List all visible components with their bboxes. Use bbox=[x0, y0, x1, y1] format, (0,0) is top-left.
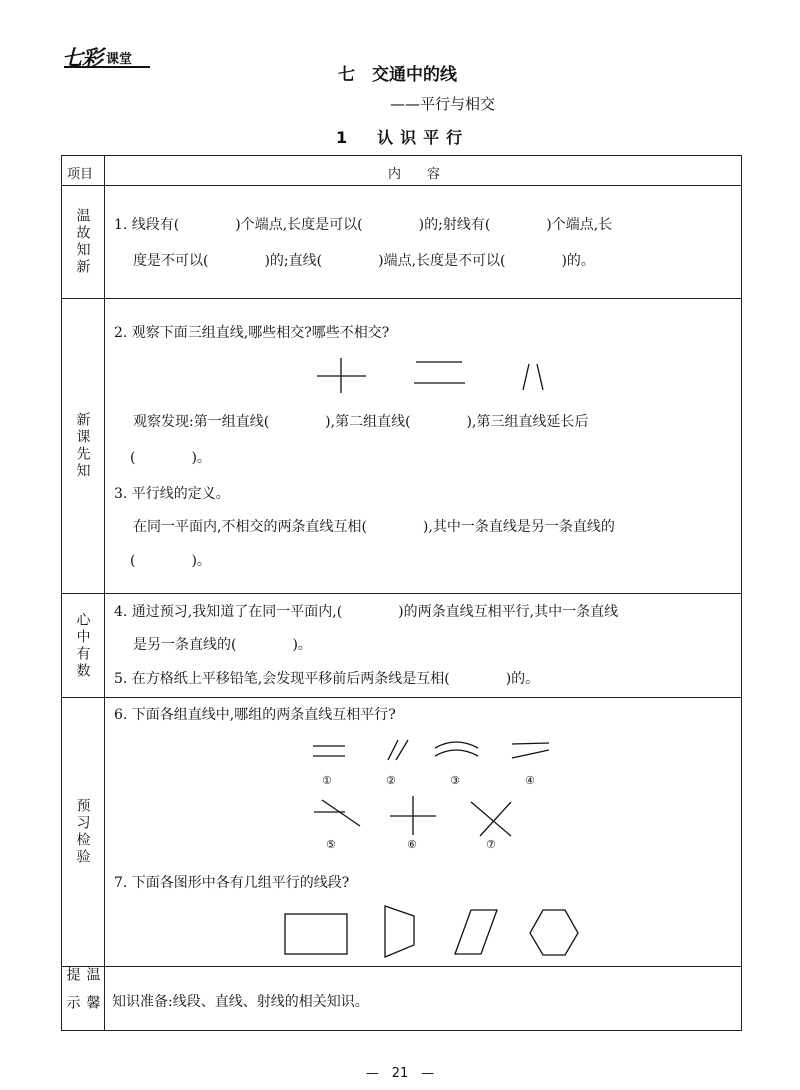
row-divider-review bbox=[61, 298, 742, 299]
row-divider-check bbox=[61, 966, 742, 967]
q4-line2: 是另一条直线的( )。 bbox=[133, 637, 312, 653]
q3-definition-line2: ( )。 bbox=[130, 553, 211, 569]
q7-shapes bbox=[280, 900, 590, 962]
section-label-new: 新课先知 bbox=[74, 412, 91, 480]
q7-prompt: 7. 下面各图形中各有几组平行的线段? bbox=[114, 875, 350, 891]
unit-subtitle: ——平行与相交 bbox=[390, 95, 496, 113]
q1-line1: 1. 线段有( )个端点,长度是可以( )的;射线有( )个端点,长 bbox=[114, 217, 613, 233]
q1-line2: 度是不可以( )的;直线( )端点,长度是不可以( )的。 bbox=[133, 253, 595, 269]
row-divider-header bbox=[61, 185, 742, 186]
q2-observation-line2: ( )。 bbox=[130, 450, 211, 466]
section-label-review: 温故知新 bbox=[74, 208, 91, 276]
lesson-title: 1 认识平行 bbox=[336, 128, 470, 147]
q6-group6-perpendicular bbox=[390, 796, 436, 835]
q5-text: 5. 在方格纸上平移铅笔,会发现平移前后两条线是互相( )的。 bbox=[114, 671, 540, 687]
logo-script: 七彩 bbox=[62, 45, 102, 70]
q6-group5-crossing bbox=[314, 800, 360, 826]
q6-label-3: ③ bbox=[450, 774, 460, 787]
section-label-tip: 温馨提示 bbox=[64, 967, 101, 1023]
q7-hexagon bbox=[530, 910, 578, 955]
q3-prompt: 3. 平行线的定义。 bbox=[114, 486, 230, 502]
q7-parallelogram bbox=[455, 910, 497, 954]
q6-prompt: 6. 下面各组直线中,哪组的两条直线互相平行? bbox=[114, 707, 396, 723]
section-label-check: 预习检验 bbox=[74, 798, 91, 866]
q6-group7-x-cross bbox=[471, 802, 511, 836]
page-number: — 21 — bbox=[365, 1066, 435, 1081]
q2-group1-intersecting bbox=[317, 358, 366, 393]
q7-trapezoid bbox=[385, 906, 414, 957]
q4-line1: 4. 通过预习,我知道了在同一平面内,( )的两条直线互相平行,其中一条直线 bbox=[114, 604, 619, 620]
q2-line-groups bbox=[300, 350, 560, 395]
q6-group3-arcs bbox=[435, 742, 478, 756]
row-divider-mind bbox=[61, 697, 742, 698]
q3-definition-line1: 在同一平面内,不相交的两条直线互相( ),其中一条直线是另一条直线的 bbox=[133, 519, 615, 535]
logo-text: 课堂 bbox=[106, 52, 133, 67]
unit-title: 七 交通中的线 bbox=[338, 65, 457, 85]
brand-logo bbox=[62, 44, 152, 70]
column-header-item: 项目 bbox=[67, 167, 94, 182]
q2-prompt: 2. 观察下面三组直线,哪些相交?哪些不相交? bbox=[114, 325, 390, 341]
q6-label-1: ① bbox=[322, 774, 332, 787]
q6-group1-parallel bbox=[313, 746, 345, 756]
logo-underline bbox=[64, 66, 150, 68]
q7-rectangle bbox=[285, 914, 347, 954]
section-label-mind: 心中有数 bbox=[74, 611, 91, 680]
q6-label-7: ⑦ bbox=[486, 838, 496, 851]
q6-group2-parallel-slanted bbox=[388, 740, 408, 760]
q6-label-4: ④ bbox=[525, 774, 535, 787]
q6-group4-diverging bbox=[512, 743, 549, 758]
row-divider-new bbox=[61, 593, 742, 594]
tip-text: 知识准备:线段、直线、射线的相关知识。 bbox=[112, 994, 369, 1010]
q6-label-6: ⑥ bbox=[407, 838, 417, 851]
q6-label-5: ⑤ bbox=[326, 838, 336, 851]
q2-group2-parallel bbox=[414, 362, 465, 383]
q2-group3-converging bbox=[523, 364, 543, 390]
q2-observation-line1: 观察发现:第一组直线( ),第二组直线( ),第三组直线延长后 bbox=[133, 414, 589, 430]
column-header-content: 内 容 bbox=[388, 167, 441, 182]
q6-label-2: ② bbox=[386, 774, 396, 787]
